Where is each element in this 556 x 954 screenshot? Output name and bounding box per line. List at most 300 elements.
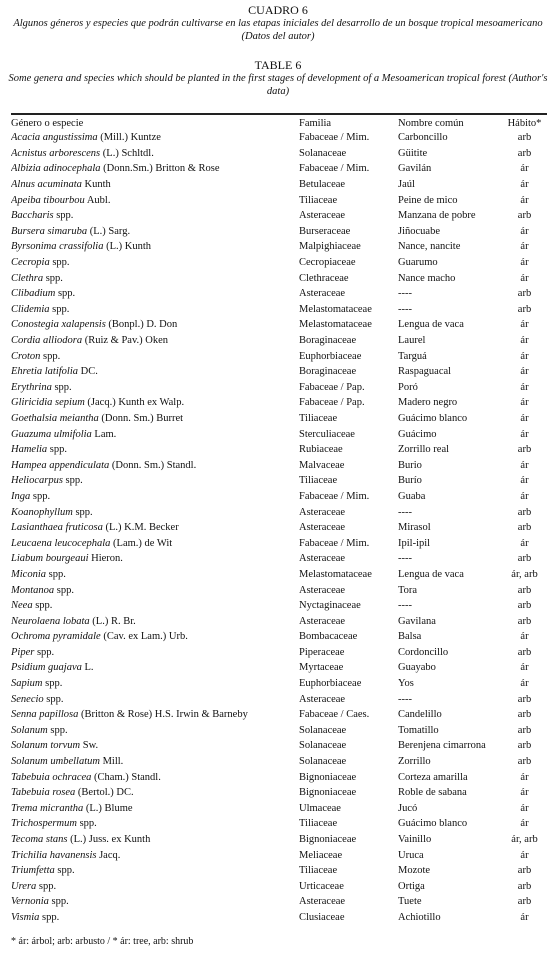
common-name-cell: Targuá — [398, 350, 427, 362]
species-name-italic: Leucaena leucocephala — [11, 537, 111, 549]
species-author: spp. — [55, 288, 76, 300]
species-author: (L.) K.M. Becker — [102, 522, 179, 534]
table-row — [11, 364, 547, 380]
common-name-cell: Nance macho — [398, 272, 456, 284]
common-name-cell: ---- — [398, 693, 412, 705]
species-name-italic: Apeiba tibourbou — [11, 194, 85, 206]
species-name-italic: Koanophyllum — [11, 506, 73, 518]
habit-cell: arb — [517, 724, 532, 736]
family-cell: Tiliaceae — [299, 475, 338, 487]
species-name-italic: Urera — [11, 880, 37, 892]
table-row — [11, 177, 547, 193]
species-name-italic: Solanum umbellatum — [11, 756, 100, 768]
common-name-cell: ---- — [398, 288, 412, 300]
table-row — [11, 598, 547, 614]
species-name-italic: Guazuma ulmifolia — [11, 428, 92, 440]
footnote: * ár: árbol; arb: arbusto / * ár: tree, arb: shrub — [11, 936, 194, 947]
family-cell: Bignoniaceae — [299, 834, 357, 846]
habit-cell: ár, arb — [511, 568, 538, 580]
table-row — [11, 879, 547, 895]
table-row — [11, 192, 547, 208]
species-name-cell — [11, 535, 299, 551]
species-name-cell — [11, 302, 299, 318]
common-name-cell: Achiotillo — [398, 911, 441, 923]
species-name-italic: Inga — [11, 490, 31, 502]
family-cell: Fabaceae / Pap. — [299, 397, 365, 409]
habit-cell: ár — [520, 397, 529, 409]
habit-cell: ár — [520, 787, 529, 799]
species-name-italic: Sapium — [11, 678, 43, 690]
species-name-cell — [11, 364, 299, 380]
species-name-italic: Gliricidia sepium — [11, 397, 85, 409]
common-name-cell: Poró — [398, 381, 418, 393]
species-name-cell — [11, 520, 299, 536]
common-name-cell: Candelillo — [398, 709, 442, 721]
species-name-cell — [11, 660, 299, 676]
habit-cell: ár — [520, 490, 529, 502]
family-cell: Bignoniaceae — [299, 771, 357, 783]
family-cell: Euphorbiaceae — [299, 350, 362, 362]
species-author: spp. — [32, 600, 53, 612]
common-name-cell: Berenjena cimarrona — [398, 740, 486, 752]
species-author: Sw. — [80, 740, 99, 752]
species-name-cell — [11, 192, 299, 208]
species-name-italic: Montanoa — [11, 584, 55, 596]
species-name-italic: Alnus acuminata — [11, 179, 82, 191]
table-row — [11, 411, 547, 427]
table-row — [11, 489, 547, 505]
species-name-italic: Liabum bourgeaui — [11, 553, 89, 565]
species-name-cell — [11, 691, 299, 707]
family-cell: Bombacaceae — [299, 631, 358, 643]
common-name-cell: Cordoncillo — [398, 646, 449, 658]
species-author: Lam. — [91, 428, 117, 440]
table-row — [11, 723, 547, 739]
table-row — [11, 380, 547, 396]
species-name-italic: Solanum — [11, 724, 48, 736]
species-author: spp. — [72, 506, 93, 518]
table-header-row — [11, 116, 547, 130]
common-name-cell: Zorrillo real — [398, 444, 450, 456]
common-name-cell: Mirasol — [398, 522, 431, 534]
table-row — [11, 333, 547, 349]
species-author: spp. — [49, 303, 70, 315]
table-row — [11, 769, 547, 785]
species-name-italic: Triumfetta — [11, 865, 55, 877]
species-table — [11, 116, 547, 925]
habit-cell: ár — [520, 272, 529, 284]
species-name-italic: Senna papillosa — [11, 709, 79, 721]
common-name-cell: Guayabo — [398, 662, 436, 674]
table-row — [11, 130, 547, 146]
table-row — [11, 676, 547, 692]
species-author: spp. — [43, 693, 64, 705]
species-author: (Ruiz & Pav.) Oken — [82, 335, 169, 347]
caption-es-text: Algunos géneros y especies que podrán cultivarse en las etapas iniciales del desarrollo de un bosque tropical mesoamericano (Datos del autor) — [13, 18, 543, 42]
habit-cell: arb — [517, 506, 532, 518]
table-row — [11, 457, 547, 473]
common-name-cell: Guarumo — [398, 257, 438, 269]
table-row — [11, 442, 547, 458]
species-author: (L.) Sarg. — [87, 225, 131, 237]
table-row — [11, 567, 547, 583]
common-name-cell: Gavilán — [398, 163, 432, 175]
species-name-italic: Bursera simaruba — [11, 225, 88, 237]
species-author: (Donn. Sm.) Standl. — [109, 459, 197, 471]
family-cell: Melastomataceae — [299, 319, 372, 331]
family-cell: Sterculiaceae — [299, 428, 355, 440]
common-name-cell: Madero negro — [398, 397, 458, 409]
common-name-cell: Nance, nancite — [398, 241, 461, 253]
common-name-cell: Peine de mico — [398, 194, 458, 206]
species-author: spp. — [47, 444, 68, 456]
species-name-cell — [11, 473, 299, 489]
table-row — [11, 286, 547, 302]
header-family: Familia — [299, 117, 332, 129]
species-author: (Cham.) Standl. — [91, 771, 161, 783]
species-name-cell — [11, 348, 299, 364]
species-author: spp. — [36, 880, 57, 892]
habit-cell: ár, arb — [511, 834, 538, 846]
common-name-cell: ---- — [398, 600, 412, 612]
species-name-cell — [11, 177, 299, 193]
common-name-cell: Lengua de vaca — [398, 319, 464, 331]
family-cell: Asteraceae — [299, 584, 346, 596]
family-cell: Fabaceae / Mim. — [299, 490, 370, 502]
family-cell: Clusiaceae — [299, 911, 345, 923]
habit-cell: arb — [517, 210, 532, 222]
species-name-cell — [11, 582, 299, 598]
family-cell: Myrtaceae — [299, 662, 344, 674]
family-cell: Meliaceae — [299, 849, 343, 861]
table-body — [11, 130, 547, 925]
family-cell: Boraginaceae — [299, 335, 357, 347]
species-author: spp. — [34, 646, 55, 658]
family-cell: Fabaceae / Mim. — [299, 132, 370, 144]
common-name-cell: Gavilana — [398, 615, 436, 627]
table-row — [11, 660, 547, 676]
species-name-cell — [11, 146, 299, 162]
species-author: spp. — [47, 724, 68, 736]
species-author: (L.) Juss. ex Kunth — [67, 834, 151, 846]
habit-cell: arb — [517, 444, 532, 456]
family-cell: Asteraceae — [299, 522, 346, 534]
habit-cell: ár — [520, 350, 529, 362]
species-name-cell — [11, 707, 299, 723]
family-cell: Solanaceae — [299, 724, 347, 736]
species-author: spp. — [43, 272, 63, 284]
habit-cell: ár — [520, 631, 529, 643]
species-author: (L.) Schltdl. — [100, 147, 154, 159]
caption-english — [0, 59, 556, 98]
family-cell: Fabaceae / Caes. — [299, 709, 370, 721]
common-name-cell: Tomatillo — [398, 724, 439, 736]
habit-cell: arb — [517, 693, 532, 705]
habit-cell: arb — [517, 740, 532, 752]
habit-cell: arb — [517, 584, 532, 596]
species-author: spp. — [54, 584, 75, 596]
family-cell: Piperaceae — [299, 646, 345, 658]
common-name-cell: Laurel — [398, 335, 426, 347]
species-name-cell — [11, 380, 299, 396]
species-name-cell — [11, 723, 299, 739]
species-author: Hieron. — [88, 553, 123, 565]
habit-cell: arb — [517, 288, 532, 300]
species-author: (Donn.Sm.) Britton & Rose — [100, 163, 220, 175]
habit-cell: arb — [517, 646, 532, 658]
species-author: spp. — [54, 865, 75, 877]
family-cell: Tiliaceae — [299, 818, 338, 830]
habit-cell: arb — [517, 865, 532, 877]
species-name-italic: Hamelia — [11, 444, 48, 456]
common-name-cell: Tora — [398, 584, 418, 596]
species-name-italic: Baccharis — [11, 210, 54, 222]
habit-cell: arb — [517, 615, 532, 627]
species-author: spp. — [51, 381, 72, 393]
species-name-cell — [11, 816, 299, 832]
species-name-italic: Tabebuia ochracea — [11, 771, 92, 783]
species-name-cell — [11, 255, 299, 271]
family-cell: Asteraceae — [299, 506, 346, 518]
table-row — [11, 754, 547, 770]
habit-cell: arb — [517, 522, 532, 534]
table-row — [11, 691, 547, 707]
species-author: (Donn. Sm.) Burret — [98, 412, 184, 424]
species-author: (Bonpl.) D. Don — [105, 319, 178, 331]
table-row — [11, 208, 547, 224]
family-cell: Urticaceae — [299, 880, 344, 892]
species-author: Mill. — [99, 756, 124, 768]
species-author: (Bertol.) DC. — [75, 787, 134, 799]
species-name-italic: Tabebuia rosea — [11, 787, 76, 799]
species-author: spp. — [46, 568, 66, 580]
habit-cell: ár — [520, 537, 529, 549]
species-name-cell — [11, 457, 299, 473]
table-row — [11, 535, 547, 551]
family-cell: Betulaceae — [299, 179, 346, 191]
species-name-italic: Trichilia havanensis — [11, 849, 97, 861]
family-cell: Fabaceae / Pap. — [299, 381, 365, 393]
common-name-cell: ---- — [398, 506, 412, 518]
species-table-wrapper — [11, 112, 547, 925]
family-cell: Burseraceae — [299, 225, 351, 237]
family-cell: Tiliaceae — [299, 194, 338, 206]
common-name-cell: Balsa — [398, 631, 422, 643]
table-row — [11, 801, 547, 817]
habit-cell: arb — [517, 880, 532, 892]
table-row — [11, 348, 547, 364]
table-row — [11, 317, 547, 333]
family-cell: Asteraceae — [299, 288, 346, 300]
common-name-cell: Tuete — [398, 896, 422, 908]
header-habit: Hábito* — [507, 117, 542, 129]
species-name-italic: Cecropia — [11, 257, 50, 269]
habit-cell: arb — [517, 896, 532, 908]
species-author: spp. — [39, 911, 60, 923]
habit-cell: ár — [520, 849, 529, 861]
habit-cell: arb — [517, 553, 532, 565]
common-name-cell: Lengua de vaca — [398, 568, 464, 580]
table-row — [11, 161, 547, 177]
common-name-cell: ---- — [398, 303, 412, 315]
common-name-cell: Jaúl — [398, 179, 415, 191]
species-name-cell — [11, 785, 299, 801]
species-author: (Jacq.) Kunth ex Walp. — [84, 397, 185, 409]
table-row — [11, 707, 547, 723]
species-name-cell — [11, 879, 299, 895]
species-name-italic: Erythrina — [11, 381, 52, 393]
species-name-cell — [11, 910, 299, 926]
species-author: (L.) Blume — [83, 802, 133, 814]
family-cell: Euphorbiaceae — [299, 678, 362, 690]
table-row — [11, 816, 547, 832]
species-name-cell — [11, 208, 299, 224]
species-name-cell — [11, 551, 299, 567]
family-cell: Malpighiaceae — [299, 241, 361, 253]
habit-cell: arb — [517, 132, 532, 144]
family-cell: Bignoniaceae — [299, 787, 357, 799]
habit-cell: arb — [517, 756, 532, 768]
species-name-cell — [11, 629, 299, 645]
common-name-cell: Guaba — [398, 490, 426, 502]
table-row — [11, 613, 547, 629]
table-row — [11, 894, 547, 910]
species-name-cell — [11, 504, 299, 520]
family-cell: Cecropiaceae — [299, 257, 356, 269]
species-name-italic: Clethra — [11, 272, 44, 284]
species-name-italic: Clidemia — [11, 303, 50, 315]
common-name-cell: Carboncillo — [398, 132, 448, 144]
species-author: DC. — [77, 366, 98, 378]
species-name-cell — [11, 489, 299, 505]
table-row — [11, 255, 547, 271]
common-name-cell: Burio — [398, 459, 422, 471]
species-name-cell — [11, 426, 299, 442]
species-name-italic: Hampea appendiculata — [11, 459, 110, 471]
header-genus: Género o especie — [11, 117, 84, 129]
caption-en-label: TABLE 6 — [254, 58, 302, 72]
family-cell: Asteraceae — [299, 210, 346, 222]
species-name-italic: Clibadium — [11, 288, 56, 300]
species-name-italic: Trichospermum — [11, 818, 77, 830]
species-name-cell — [11, 567, 299, 583]
species-name-cell — [11, 395, 299, 411]
habit-cell: arb — [517, 147, 532, 159]
family-cell: Tiliaceae — [299, 865, 338, 877]
common-name-cell: Raspaguacal — [398, 366, 452, 378]
species-name-italic: Piper — [11, 646, 35, 658]
family-cell: Fabaceae / Mim. — [299, 163, 370, 175]
common-name-cell: ---- — [398, 553, 412, 565]
habit-cell: ár — [520, 257, 529, 269]
species-name-italic: Senecio — [11, 693, 44, 705]
species-author: (Cav. ex Lam.) Urb. — [100, 631, 188, 643]
species-name-cell — [11, 270, 299, 286]
family-cell: Asteraceae — [299, 615, 346, 627]
species-author: spp. — [48, 896, 69, 908]
caption-en-text: Some genera and species which should be planted in the first stages of development of a Mesoamerican tropical forest (Author's data) — [8, 73, 548, 97]
table-row — [11, 504, 547, 520]
species-name-italic: Neurolaena lobata — [11, 615, 90, 627]
species-name-cell — [11, 863, 299, 879]
table-row — [11, 847, 547, 863]
species-name-italic: Miconia — [11, 568, 46, 580]
common-name-cell: Vainillo — [398, 834, 432, 846]
common-name-cell: Mozote — [398, 865, 431, 877]
species-name-italic: Vismia — [11, 911, 40, 923]
habit-cell: ár — [520, 225, 529, 237]
habit-cell: ár — [520, 319, 529, 331]
species-author: spp. — [62, 475, 83, 487]
common-name-cell: Burío — [398, 475, 422, 487]
table-row — [11, 863, 547, 879]
species-name-cell — [11, 738, 299, 754]
habit-cell: ár — [520, 802, 529, 814]
species-author: spp. — [42, 678, 63, 690]
habit-cell: ár — [520, 662, 529, 674]
species-name-italic: Psidium guajava — [11, 662, 82, 674]
habit-cell: ár — [520, 459, 529, 471]
caption-spanish — [0, 4, 556, 43]
table-row — [11, 395, 547, 411]
species-name-cell — [11, 317, 299, 333]
common-name-cell: Manzana de pobre — [398, 210, 476, 222]
species-author: (Lam.) de Wit — [110, 537, 173, 549]
table-row — [11, 270, 547, 286]
species-name-cell — [11, 333, 299, 349]
species-name-cell — [11, 769, 299, 785]
species-name-cell — [11, 130, 299, 146]
caption-es-label: CUADRO 6 — [248, 3, 308, 17]
species-name-italic: Albizia adinocephala — [11, 163, 101, 175]
common-name-cell: Zorrillo — [398, 756, 431, 768]
species-name-cell — [11, 161, 299, 177]
table-row — [11, 738, 547, 754]
species-name-cell — [11, 224, 299, 240]
common-name-cell: Ipil-ipil — [398, 537, 431, 549]
family-cell: Clethraceae — [299, 272, 349, 284]
species-name-italic: Heliocarpus — [11, 475, 63, 487]
species-author: spp. — [30, 490, 51, 502]
species-name-italic: Goethalsia meiantha — [11, 412, 99, 424]
table-row — [11, 645, 547, 661]
table-row — [11, 520, 547, 536]
common-name-cell: Jucó — [398, 802, 418, 814]
common-name-cell: Guácimo — [398, 428, 437, 440]
habit-cell: ár — [520, 678, 529, 690]
family-cell: Asteraceae — [299, 553, 346, 565]
family-cell: Malvaceae — [299, 459, 345, 471]
species-author: Aubl. — [84, 194, 111, 206]
common-name-cell: Güitite — [398, 147, 428, 159]
habit-cell: ár — [520, 163, 529, 175]
common-name-cell: Guácimo blanco — [398, 818, 468, 830]
table-row — [11, 582, 547, 598]
habit-cell: ár — [520, 381, 529, 393]
species-author: spp. — [49, 257, 70, 269]
habit-cell: ár — [520, 475, 529, 487]
table-row — [11, 473, 547, 489]
common-name-cell: Uruca — [398, 849, 424, 861]
family-cell: Melastomataceae — [299, 568, 372, 580]
species-author: Jacq. — [96, 849, 121, 861]
species-name-italic: Ochroma pyramidale — [11, 631, 101, 643]
table-row — [11, 146, 547, 162]
family-cell: Solanaceae — [299, 147, 347, 159]
habit-cell: arb — [517, 600, 532, 612]
habit-cell: arb — [517, 303, 532, 315]
species-name-italic: Conostegia xalapensis — [11, 319, 106, 331]
